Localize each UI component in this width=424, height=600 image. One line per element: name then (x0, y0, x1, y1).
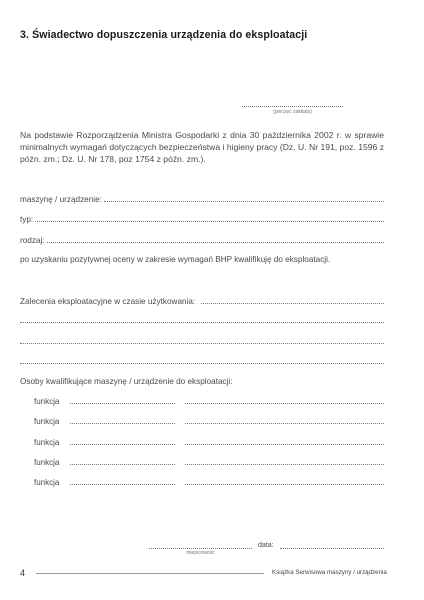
function-row[interactable] (34, 435, 384, 447)
function-name-line[interactable] (70, 444, 175, 445)
company-stamp-line (242, 106, 343, 107)
function-signature-line[interactable] (185, 464, 384, 465)
kind-field[interactable] (20, 233, 384, 245)
function-signature-line[interactable] (185, 423, 384, 424)
machine-field[interactable] (20, 192, 384, 204)
footer-divider (36, 573, 264, 574)
function-label: funkcja (34, 397, 60, 406)
qualification-statement: po uzyskaniu pozytywnej oceny w zakresie wymagań BHP kwalifikuję do eksploatacji. (20, 255, 331, 264)
recommendations-line-2[interactable] (20, 322, 384, 323)
function-label: funkcja (34, 458, 60, 467)
recommendations-label: Zalecenia eksploatacyjne w czasie użytkowania: (20, 297, 196, 306)
function-name-line[interactable] (70, 403, 175, 404)
recommendations-line-3[interactable] (20, 343, 384, 344)
page-number: 4 (20, 568, 26, 578)
place-caption: miejscowość (186, 550, 215, 556)
function-name-line[interactable] (70, 484, 175, 485)
function-name-line[interactable] (70, 423, 175, 424)
function-label: funkcja (34, 478, 60, 487)
recommendations-field[interactable] (20, 294, 384, 306)
date-line[interactable] (280, 548, 384, 549)
function-name-line[interactable] (70, 464, 175, 465)
legal-basis-paragraph: Na podstawie Rozporządzenia Ministra Gospodarki z dnia 30 października 2002 r. w sprawie minimalnych wymagań dotyczących bezpieczeństwa i higieny pracy (Dz. U. Nr 191, poz. 1596 z późn. zm.; Dz. U. Nr 178, poz 1754 z późn. zm.). (20, 130, 384, 164)
function-signature-line[interactable] (185, 403, 384, 404)
type-field[interactable] (20, 212, 384, 224)
function-row[interactable] (34, 475, 384, 487)
recommendations-line[interactable] (201, 303, 384, 304)
function-row[interactable] (34, 455, 384, 467)
type-field-line[interactable] (35, 221, 384, 222)
function-signature-line[interactable] (185, 444, 384, 445)
recommendations-line-4[interactable] (20, 363, 384, 364)
qualifiers-label: Osoby kwalifikujące maszynę / urządzenie do eksploatacji: (20, 377, 233, 386)
footer-book-title: Książka Serwisowa maszyny / urządzenia (272, 569, 387, 576)
machine-field-line[interactable] (104, 201, 384, 202)
function-label: funkcja (34, 417, 60, 426)
function-row[interactable] (34, 414, 384, 426)
company-stamp-caption: (pieczęć zakładu) (273, 109, 312, 115)
date-label: data: (258, 542, 274, 549)
function-label: funkcja (34, 438, 60, 447)
function-row[interactable] (34, 394, 384, 406)
place-line[interactable] (149, 548, 252, 549)
machine-field-label: maszynę / urządzenie: (20, 195, 102, 204)
type-field-label: typ: (20, 215, 34, 224)
kind-field-label: rodzaj: (20, 236, 45, 245)
function-signature-line[interactable] (185, 484, 384, 485)
kind-field-line[interactable] (47, 242, 384, 243)
section-title: 3. Świadectwo dopuszczenia urządzenia do eksploatacji (20, 29, 308, 41)
